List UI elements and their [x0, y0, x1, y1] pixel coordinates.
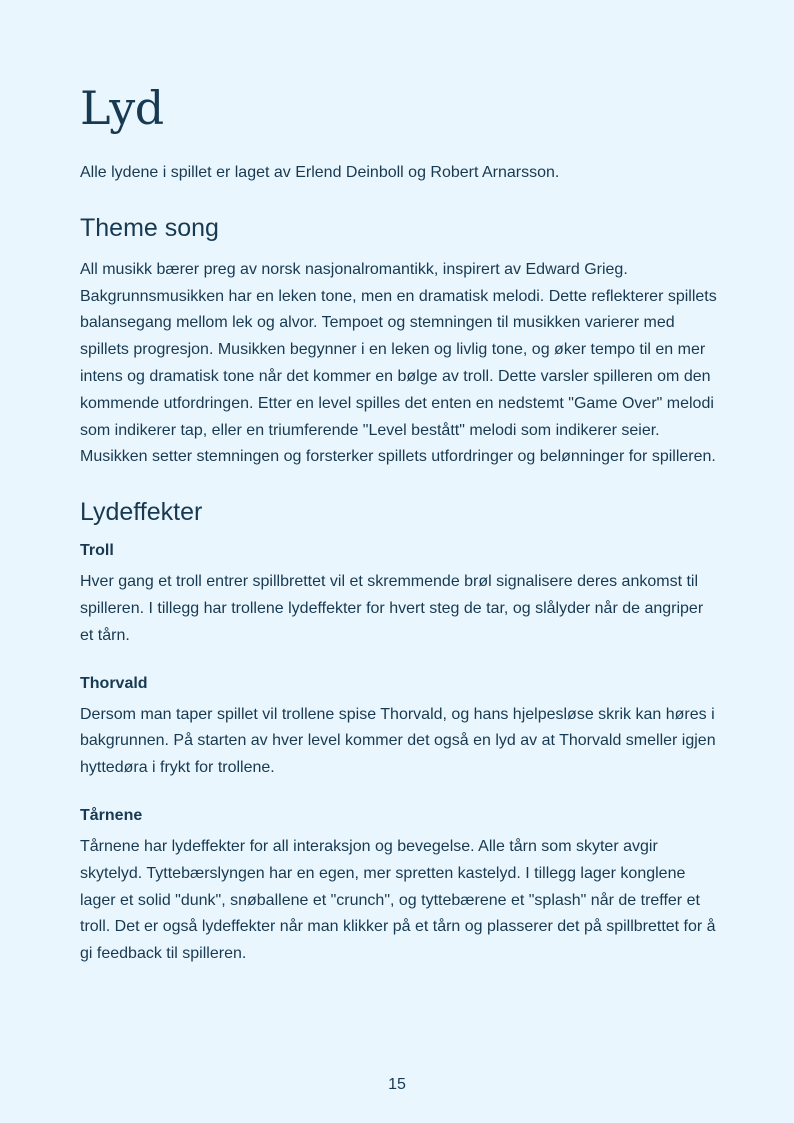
page-title: Lyd [80, 81, 164, 135]
sound-effects-section [80, 497, 720, 968]
theme-song-paragraph: All musikk bærer preg av norsk nasjonalromantikk, inspirert av Edward Grieg. Bakgrunnsmusikken har en leken tone, men en dramatisk melodi. Dette reflekterer spillets balansegang mellom lek og alvor. Tempoet og stemningen til musikken varierer med spillets progresjon. Musikken begynner i en leken og livlig tone, og øker tempo til en mer intens og dramatisk tone når det kommer en bølge av troll. Dette varsler spilleren om den kommende utfordringen. Etter en level spilles det enten en nedstemt "Game Over" melodi som indikerer tap, eller en triumferende "Level bestått" melodi som indikerer seier. Musikken setter stemningen og forsterker spillets utfordringer og belønninger for spilleren. [80, 260, 717, 466]
theme-song-section [80, 213, 720, 471]
thorvald-paragraph: Dersom man taper spillet vil trollene spise Thorvald, og hans hjelpesløse skrik kan høres i bakgrunnen. På starten av hver level kommer det også en lyd av at Thorvald smeller igjen hyttedøra i frykt for trollene. [80, 705, 716, 777]
towers-paragraph: Tårnene har lydeffekter for all interaksjon og bevegelse. Alle tårn som skyter avgir skytelyd. Tyttebærslyngen har en egen, mer spretten kastelyd. I tillegg lager konglene lager et solid "dunk", snøballene et "crunch", og tyttebærene et "splash" når de treffer et troll. Det er også lydeffekter når man klikker på et tårn og plasserer det på spillbrettet for å gi feedback til spilleren. [80, 837, 716, 963]
thorvald-subsection [80, 674, 720, 782]
document-page [80, 82, 720, 968]
page-number: 15 [388, 1076, 406, 1093]
intro-paragraph: Alle lydene i spillet er laget av Erlend Deinboll og Robert Arnarsson. [80, 164, 560, 181]
troll-subsection [80, 541, 720, 649]
thorvald-heading: Thorvald [80, 674, 148, 692]
troll-heading: Troll [80, 542, 114, 560]
troll-paragraph: Hver gang et troll entrer spillbrettet vil et skremmende brøl signalisere deres ankomst til spilleren. I tillegg har trollene lydeffekter for hvert steg de tar, og slålyder når de angriper et tårn. [80, 573, 704, 644]
sound-effects-heading: Lydeffekter [80, 498, 203, 527]
towers-subsection [80, 806, 720, 968]
theme-song-heading: Theme song [80, 213, 219, 242]
towers-heading: Tårnene [80, 806, 143, 824]
